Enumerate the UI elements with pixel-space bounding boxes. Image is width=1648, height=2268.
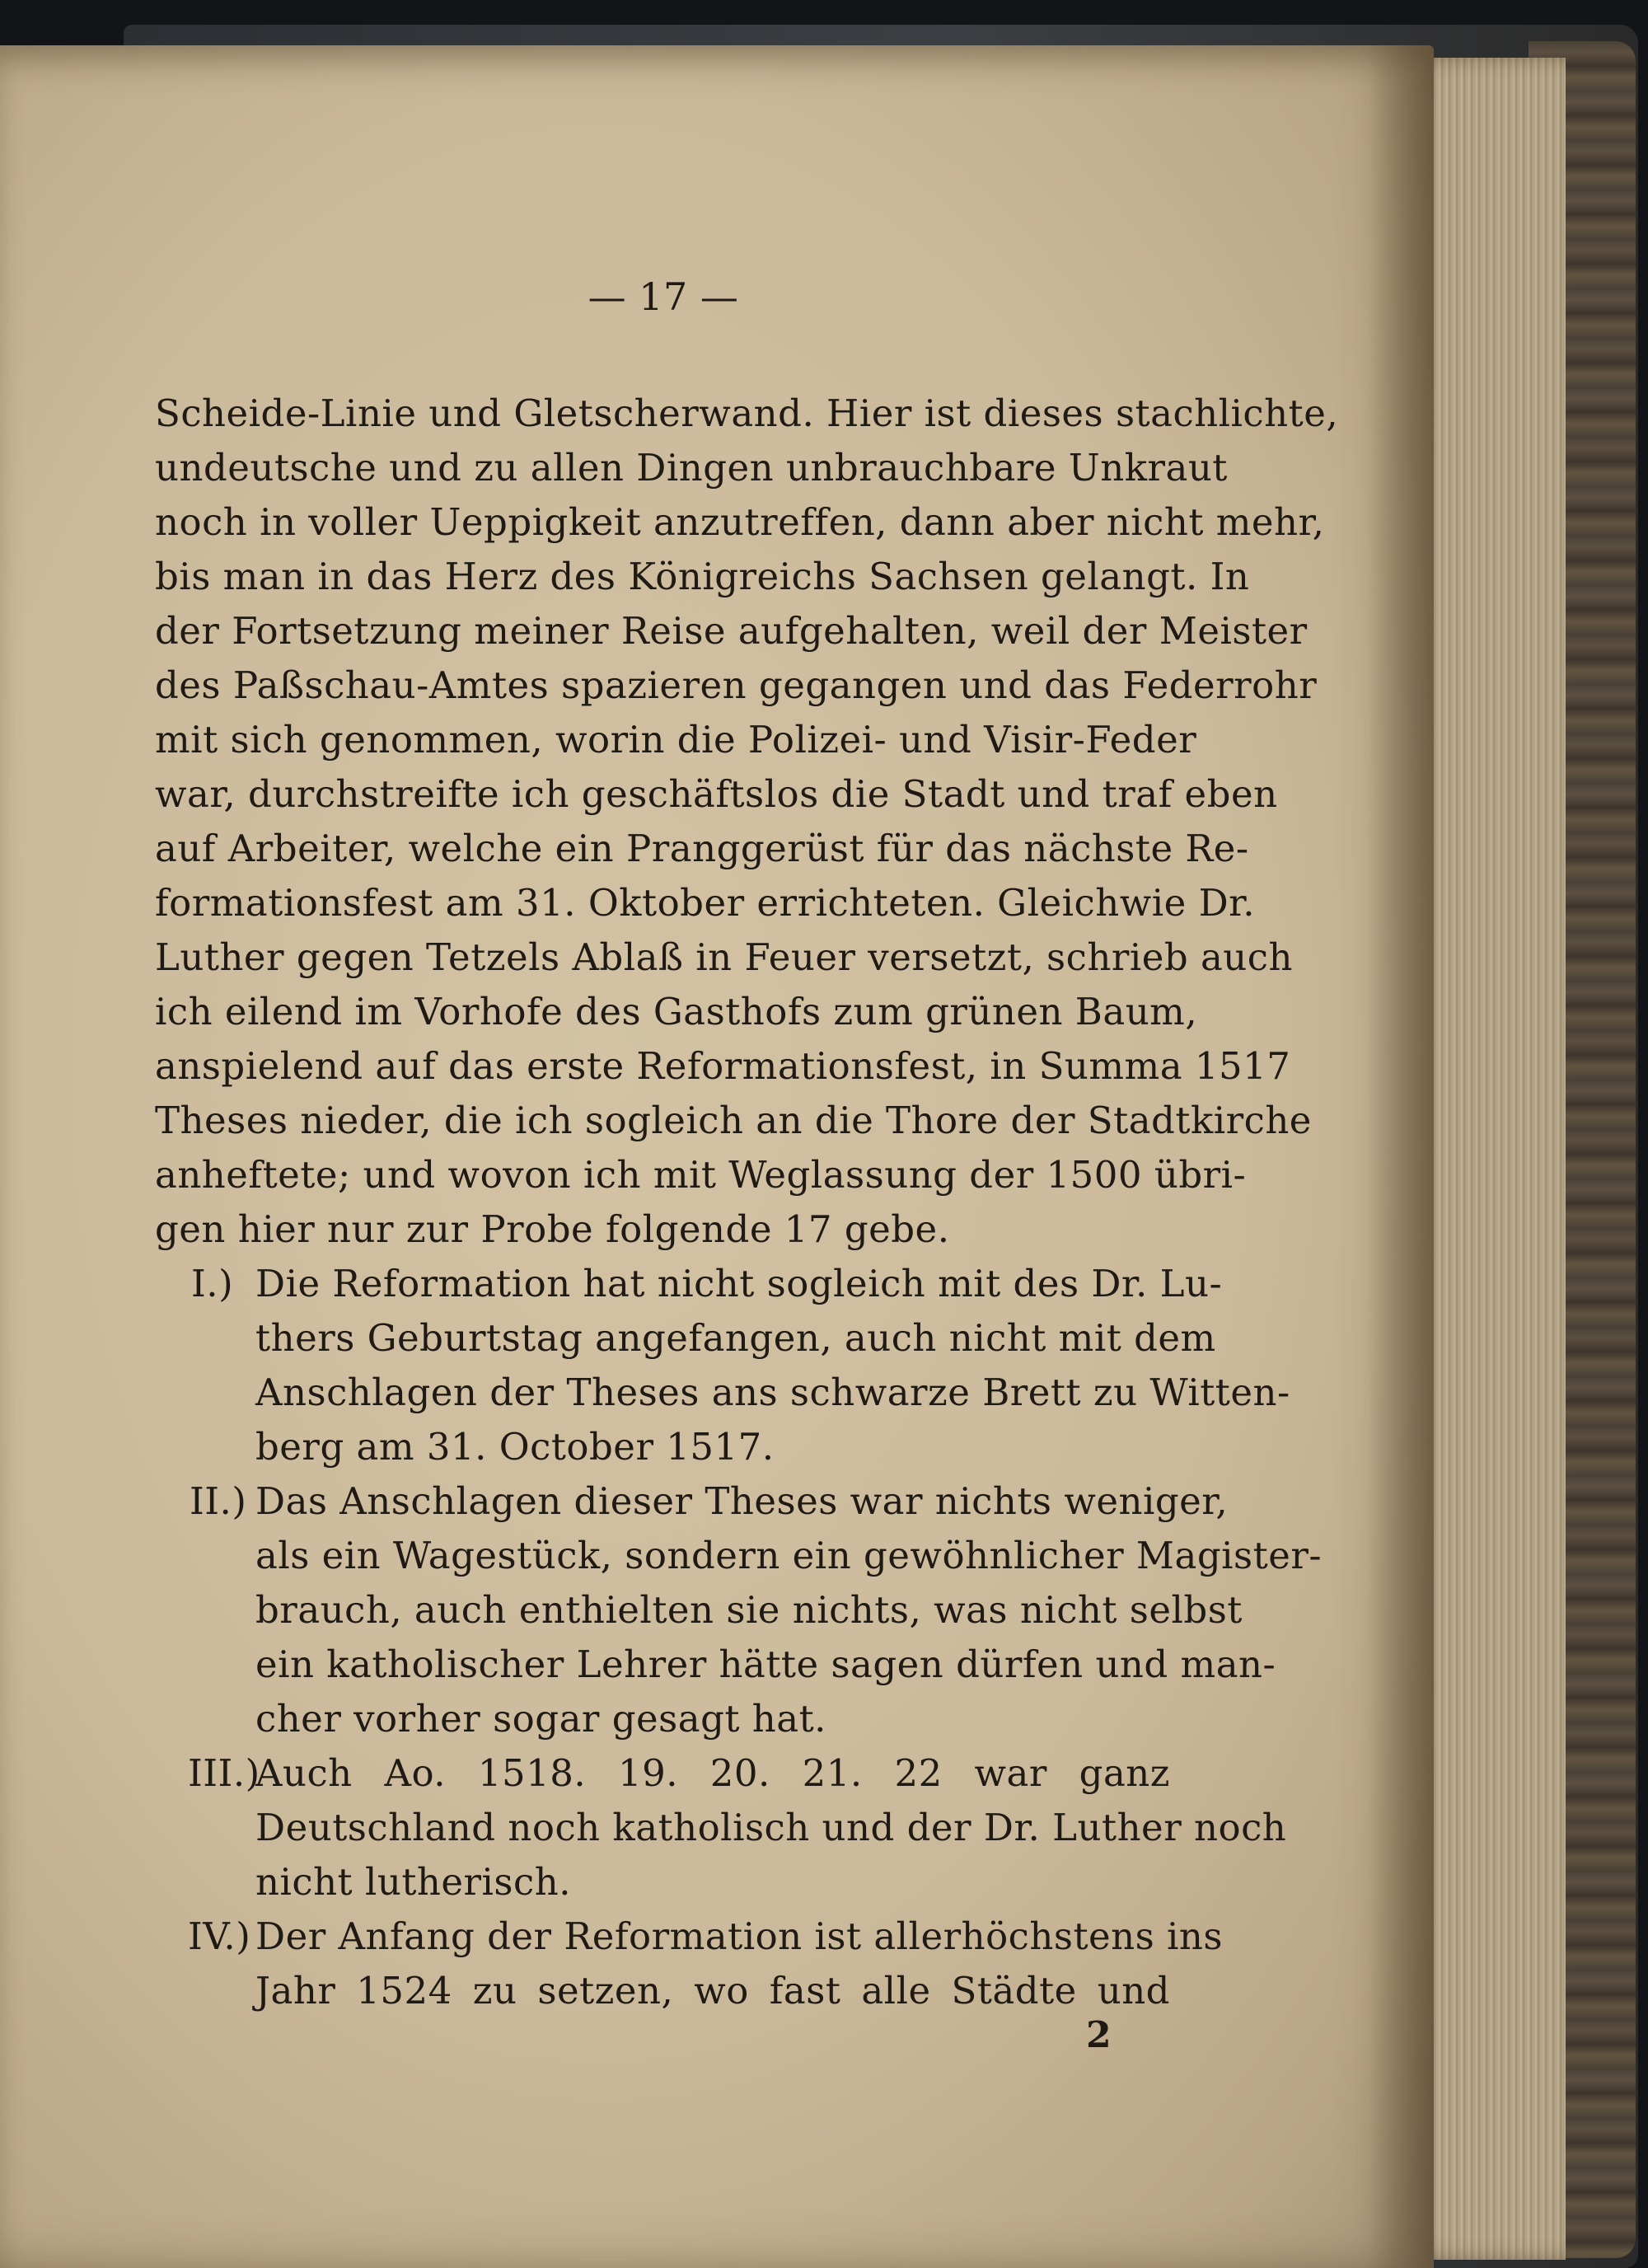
thesis-number: I.) [191, 1262, 234, 1305]
thesis-line: Deutschland noch katholisch und der Dr. Luther noch [255, 1806, 1287, 1849]
thesis-line: Jahr 1524 zu setzen, wo fast alle Städte und [255, 1969, 1170, 2013]
page-curvature-shadow [1368, 45, 1434, 2268]
thesis-number: II.) [190, 1479, 247, 1523]
text-line: anspielend auf das erste Reformationsfest, in Summa 1517 [155, 1044, 1291, 1088]
text-line: noch in voller Ueppigkeit anzutreffen, dann aber nicht mehr, [155, 500, 1325, 544]
thesis-line: berg am 31. October 1517. [255, 1425, 775, 1469]
thesis-text [255, 1474, 1323, 1746]
text-line: bis man in das Herz des Königreichs Sachsen gelangt. In [155, 555, 1250, 598]
text-line: Theses nieder, die ich sogleich an die Thore der Stadtkirche [155, 1099, 1312, 1142]
signature-mark: 2 [1086, 2014, 1112, 2056]
thesis-line: als ein Wagestück, sondern ein gewöhnlicher Magister- [255, 1534, 1323, 1577]
page-number: — 17 — [588, 274, 739, 319]
thesis-number: III.) [188, 1751, 260, 1795]
thesis-line: thers Geburtstag angefangen, auch nicht mit dem [255, 1316, 1216, 1360]
thesis-line: Auch Ao. 1518. 19. 20. 21. 22 war ganz [255, 1751, 1170, 1795]
thesis-line: Die Reformation hat nicht sogleich mit des Dr. Lu- [255, 1262, 1223, 1305]
thesis-line: brauch, auch enthielten sie nichts, was nicht selbst [255, 1588, 1243, 1632]
text-line: ich eilend im Vorhofe des Gasthofs zum grünen Baum, [155, 990, 1198, 1033]
text-line: mit sich genommen, worin die Polizei- und Visir-Feder [155, 718, 1197, 761]
thesis-line: Der Anfang der Reformation ist allerhöchstens ins [255, 1914, 1223, 1958]
text-line: Luther gegen Tetzels Ablaß in Feuer versetzt, schrieb auch [155, 935, 1293, 979]
thesis-number: IV.) [188, 1914, 251, 1958]
book-page [0, 45, 1434, 2268]
thesis-line: ein katholischer Lehrer hätte sagen dürfen und man- [255, 1642, 1276, 1686]
text-line: undeutsche und zu allen Dingen unbrauchbare Unkraut [155, 446, 1228, 490]
text-line: gen hier nur zur Probe folgende 17 gebe. [155, 1207, 950, 1251]
thesis-text [255, 1910, 1223, 2018]
thesis-line: Das Anschlagen dieser Theses war nichts weniger, [255, 1479, 1229, 1523]
text-line: Scheide-Linie und Gletscherwand. Hier ist dieses stachlichte, [155, 391, 1339, 435]
text-line: formationsfest am 31. Oktober errichteten. Gleichwie Dr. [155, 881, 1256, 925]
thesis-line: nicht lutherisch. [255, 1860, 572, 1904]
text-line: auf Arbeiter, welche ein Pranggerüst für das nächste Re- [155, 827, 1249, 870]
thesis-line: Anschlagen der Theses ans schwarze Brett zu Witten- [255, 1371, 1290, 1414]
thesis-text [255, 1257, 1290, 1474]
body-paragraph [155, 387, 1339, 1257]
thesis-text [255, 1746, 1287, 1910]
text-line: des Paßschau-Amtes spazieren gegangen und das Federrohr [155, 663, 1318, 707]
text-line: der Fortsetzung meiner Reise aufgehalten, weil der Meister [155, 609, 1308, 653]
thesis-line: cher vorher sogar gesagt hat. [255, 1697, 826, 1741]
text-line: anheftete; und wovon ich mit Weglassung der 1500 übri- [155, 1153, 1247, 1197]
text-line: war, durchstreifte ich geschäftslos die Stadt und traf eben [155, 772, 1278, 816]
